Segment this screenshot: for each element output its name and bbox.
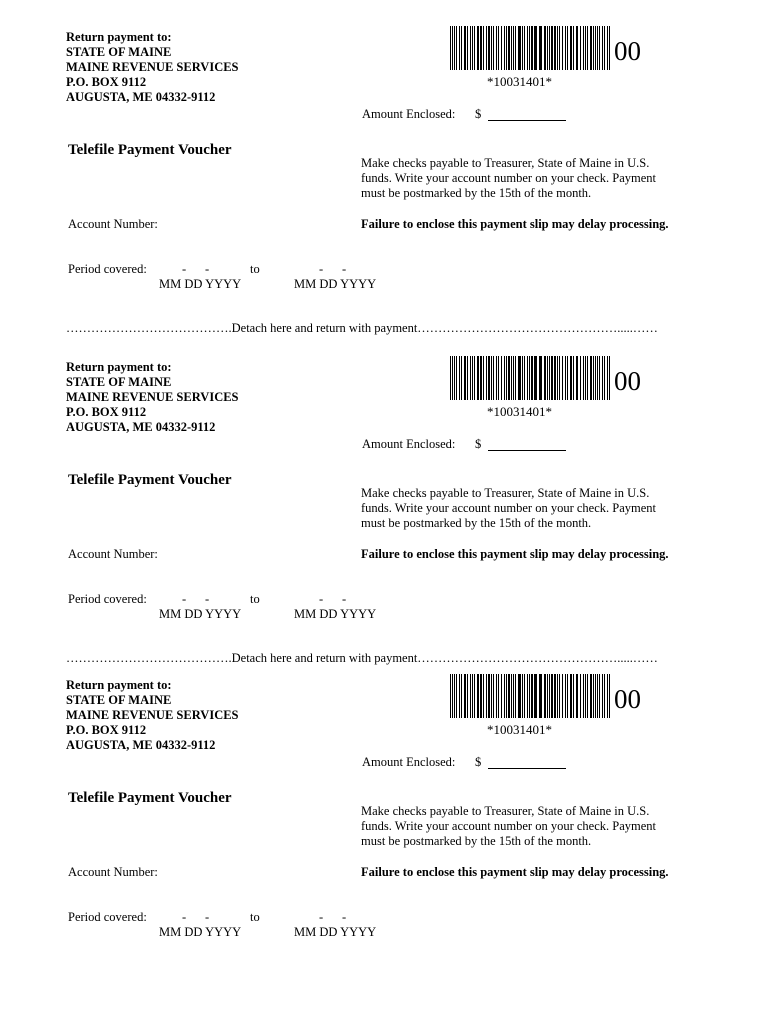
barcode-bar — [565, 356, 566, 400]
barcode-bar — [508, 26, 510, 70]
barcode-bar — [522, 674, 523, 718]
barcode-bar — [585, 674, 586, 718]
barcode-bar — [554, 674, 556, 718]
barcode-suffix: 00 — [614, 366, 641, 396]
barcode-bar — [602, 26, 603, 70]
address-line: STATE OF MAINE — [66, 375, 172, 389]
barcode-bar — [508, 674, 510, 718]
barcode-bar — [513, 26, 514, 70]
barcode-bar — [513, 356, 514, 400]
barcode-bar — [583, 674, 584, 718]
barcode-bar — [493, 26, 494, 70]
instruction-line: Make checks payable to Treasurer, State of Maine in U.S. — [361, 804, 650, 818]
barcode-bar — [477, 26, 479, 70]
currency-symbol: $ — [475, 437, 482, 451]
barcode-bar — [587, 356, 588, 400]
barcode-bar — [488, 26, 490, 70]
barcode-bar — [498, 26, 499, 70]
barcode-bar — [597, 356, 598, 400]
barcode-bar — [452, 674, 453, 718]
voucher-title: Telefile Payment Voucher — [68, 790, 232, 806]
address-line: MAINE REVENUE SERVICES — [66, 60, 239, 74]
barcode-bar — [524, 674, 525, 718]
barcode-bar — [580, 26, 581, 70]
barcode-bar — [454, 26, 455, 70]
barcode-bar — [534, 356, 537, 400]
barcode-bar — [464, 356, 466, 400]
currency-symbol: $ — [475, 755, 482, 769]
period-covered-label: Period covered: — [68, 592, 147, 606]
barcode-bar — [583, 26, 584, 70]
instruction-line: Make checks payable to Treasurer, State of Maine in U.S. — [361, 486, 650, 500]
barcode-bar — [565, 674, 566, 718]
barcode-bar — [524, 356, 525, 400]
barcode-bar — [599, 356, 600, 400]
barcode-bar — [450, 26, 451, 70]
barcode-bar — [501, 26, 502, 70]
barcode-bar — [599, 26, 600, 70]
barcode-bar — [609, 356, 610, 400]
barcode-bar — [576, 356, 578, 400]
barcode-bar — [562, 26, 563, 70]
barcode-bar — [515, 356, 516, 400]
barcode-bar — [559, 26, 560, 70]
barcode-bar — [559, 356, 560, 400]
barcode-bar — [480, 674, 482, 718]
amount-field[interactable] — [488, 440, 566, 451]
barcode-bar — [504, 356, 505, 400]
barcode-bar — [498, 356, 499, 400]
barcode-bar — [513, 674, 514, 718]
barcode-bar — [549, 356, 550, 400]
payment-instructions — [361, 804, 681, 849]
barcode-bar — [529, 356, 530, 400]
barcode-bar — [562, 356, 563, 400]
barcode-bar — [573, 26, 574, 70]
return-address — [66, 678, 239, 753]
detach-line: ………………………………….Detach here and return with payment………………………………………….....…… — [66, 651, 658, 665]
barcode-bar — [506, 26, 507, 70]
barcode-bar — [486, 26, 487, 70]
address-line: MAINE REVENUE SERVICES — [66, 390, 239, 404]
barcode-bar — [515, 26, 516, 70]
barcode-bar — [604, 356, 605, 400]
barcode-bar — [580, 674, 581, 718]
barcode-bar — [580, 356, 581, 400]
barcode-bar — [452, 356, 453, 400]
barcode-bar — [539, 356, 542, 400]
address-line: P.O. BOX 9112 — [66, 75, 147, 89]
instruction-line: funds. Write your account number on your check. Payment — [361, 819, 657, 833]
return-label: Return payment to: — [66, 360, 172, 374]
account-number-label: Account Number: — [68, 865, 158, 879]
barcode-bar — [570, 26, 572, 70]
barcode-bar — [493, 356, 494, 400]
barcode-bar — [544, 356, 546, 400]
barcode-bar — [607, 356, 608, 400]
barcode-bar — [486, 356, 487, 400]
voucher-title: Telefile Payment Voucher — [68, 142, 232, 158]
barcode-bar — [472, 356, 473, 400]
barcode-bar — [518, 356, 521, 400]
barcode-bar — [597, 674, 598, 718]
barcode-number: *10031401* — [487, 722, 552, 737]
barcode-bar — [470, 674, 471, 718]
barcode-bar — [461, 674, 462, 718]
barcode-bar — [456, 674, 457, 718]
barcode-bar — [544, 26, 546, 70]
barcode-bar — [456, 356, 457, 400]
barcode-bar — [539, 26, 542, 70]
return-address — [66, 360, 239, 435]
barcode-bar — [595, 356, 596, 400]
date-dash: - — [342, 262, 347, 276]
barcode-bar — [498, 674, 499, 718]
barcode-bar — [547, 356, 548, 400]
barcode-icon — [450, 674, 612, 718]
payment-voucher — [0, 360, 770, 660]
date-dash: - — [342, 592, 347, 606]
start-date-format: MM DD YYYY — [159, 607, 242, 621]
barcode-bar — [506, 674, 507, 718]
payment-voucher — [0, 678, 770, 978]
barcode-bar — [565, 26, 566, 70]
barcode-bar — [554, 356, 556, 400]
barcode-bar — [501, 674, 502, 718]
address-line: AUGUSTA, ME 04332-9112 — [66, 738, 216, 752]
barcode-bar — [585, 26, 586, 70]
barcode-bar — [557, 674, 558, 718]
barcode-number: *10031401* — [487, 404, 552, 419]
barcode-bar — [590, 674, 592, 718]
end-date-format: MM DD YYYY — [294, 277, 377, 291]
barcode-bar — [488, 356, 490, 400]
date-dash: - — [319, 262, 324, 276]
barcode-bar — [454, 674, 455, 718]
barcode-bar — [461, 356, 462, 400]
processing-warning: Failure to enclose this payment slip may delay processing. — [361, 217, 669, 231]
barcode-bar — [496, 674, 497, 718]
barcode-bar — [557, 26, 558, 70]
barcode-bar — [483, 26, 484, 70]
barcode-bar — [529, 674, 530, 718]
barcode-bar — [585, 356, 586, 400]
barcode-bar — [590, 356, 592, 400]
address-line: STATE OF MAINE — [66, 693, 172, 707]
barcode-bar — [567, 356, 568, 400]
barcode-bar — [549, 26, 550, 70]
barcode-bar — [607, 674, 608, 718]
barcode-bar — [491, 26, 492, 70]
barcode-bar — [477, 674, 479, 718]
barcode-bar — [454, 356, 455, 400]
barcode-bar — [597, 26, 598, 70]
barcode-bar — [604, 26, 605, 70]
payment-voucher — [0, 30, 770, 330]
address-line: MAINE REVENUE SERVICES — [66, 708, 239, 722]
barcode-bar — [583, 356, 584, 400]
detach-line: ………………………………….Detach here and return with payment………………………………………….....…… — [66, 321, 658, 335]
barcode-bar — [576, 26, 578, 70]
date-dash: - — [182, 910, 187, 924]
barcode-bar — [593, 356, 594, 400]
instruction-line: funds. Write your account number on your check. Payment — [361, 501, 657, 515]
to-label: to — [250, 592, 260, 606]
barcode-bar — [477, 356, 479, 400]
instruction-line: must be postmarked by the 15th of the month. — [361, 516, 592, 530]
barcode-icon — [450, 26, 612, 70]
barcode-bar — [547, 26, 548, 70]
barcode-bar — [557, 356, 558, 400]
barcode-bar — [576, 674, 578, 718]
barcode-bar — [511, 356, 512, 400]
barcode-bar — [506, 356, 507, 400]
barcode-bar — [483, 674, 484, 718]
barcode-bar — [609, 26, 610, 70]
barcode-bar — [570, 356, 572, 400]
barcode-bar — [529, 26, 530, 70]
end-date-format: MM DD YYYY — [294, 925, 377, 939]
return-address — [66, 30, 239, 105]
payment-instructions — [361, 486, 681, 531]
barcode-bar — [534, 674, 537, 718]
date-dash: - — [205, 910, 210, 924]
barcode-bar — [554, 26, 556, 70]
barcode-bar — [547, 674, 548, 718]
barcode-bar — [539, 674, 542, 718]
barcode-bar — [486, 674, 487, 718]
barcode-bar — [604, 674, 605, 718]
barcode-bar — [464, 26, 466, 70]
barcode-bar — [559, 674, 560, 718]
barcode-bar — [474, 26, 475, 70]
date-dash: - — [319, 592, 324, 606]
barcode-bar — [480, 356, 482, 400]
period-covered-label: Period covered: — [68, 262, 147, 276]
barcode-bar — [593, 674, 594, 718]
account-number-label: Account Number: — [68, 217, 158, 231]
barcode-bar — [595, 674, 596, 718]
address-line: P.O. BOX 9112 — [66, 723, 147, 737]
barcode-bar — [602, 674, 603, 718]
amount-enclosed-label: Amount Enclosed: — [362, 107, 456, 121]
barcode-bar — [496, 356, 497, 400]
barcode-bar — [511, 674, 512, 718]
amount-field[interactable] — [488, 110, 566, 121]
date-dash: - — [205, 262, 210, 276]
barcode-bar — [467, 26, 468, 70]
barcode-bar — [567, 674, 568, 718]
period-covered-label: Period covered: — [68, 910, 147, 924]
barcode-bar — [551, 674, 553, 718]
barcode-bar — [491, 356, 492, 400]
barcode-bar — [467, 356, 468, 400]
barcode-bar — [524, 26, 525, 70]
barcode-bar — [527, 356, 528, 400]
barcode-bar — [609, 674, 610, 718]
address-line: AUGUSTA, ME 04332-9112 — [66, 90, 216, 104]
barcode-bar — [515, 674, 516, 718]
barcode-bar — [508, 356, 510, 400]
date-dash: - — [342, 910, 347, 924]
barcode-bar — [493, 674, 494, 718]
barcode-bar — [595, 26, 596, 70]
barcode-bar — [531, 674, 533, 718]
barcode-bar — [474, 674, 475, 718]
amount-enclosed-label: Amount Enclosed: — [362, 755, 456, 769]
barcode-bar — [587, 674, 588, 718]
instruction-line: must be postmarked by the 15th of the month. — [361, 186, 592, 200]
barcode-bar — [573, 674, 574, 718]
address-line: AUGUSTA, ME 04332-9112 — [66, 420, 216, 434]
barcode-bar — [567, 26, 568, 70]
barcode-bar — [474, 356, 475, 400]
barcode-bar — [501, 356, 502, 400]
barcode-bar — [522, 26, 523, 70]
processing-warning: Failure to enclose this payment slip may delay processing. — [361, 547, 669, 561]
amount-enclosed-label: Amount Enclosed: — [362, 437, 456, 451]
barcode-bar — [504, 674, 505, 718]
address-line: P.O. BOX 9112 — [66, 405, 147, 419]
barcode-bar — [593, 26, 594, 70]
barcode-bar — [456, 26, 457, 70]
date-dash: - — [205, 592, 210, 606]
barcode-bar — [450, 674, 451, 718]
to-label: to — [250, 262, 260, 276]
barcode-bar — [450, 356, 451, 400]
barcode-bar — [491, 674, 492, 718]
barcode-bar — [480, 26, 482, 70]
return-label: Return payment to: — [66, 30, 172, 44]
return-label: Return payment to: — [66, 678, 172, 692]
barcode-bar — [602, 356, 603, 400]
barcode-bar — [518, 26, 521, 70]
barcode-bar — [562, 674, 563, 718]
barcode-bar — [504, 26, 505, 70]
barcode-bar — [511, 26, 512, 70]
barcode-bar — [496, 26, 497, 70]
barcode-bar — [607, 26, 608, 70]
barcode-bar — [551, 356, 553, 400]
barcode-bar — [464, 674, 466, 718]
date-dash: - — [319, 910, 324, 924]
currency-symbol: $ — [475, 107, 482, 121]
barcode-number: *10031401* — [487, 74, 552, 89]
barcode-bar — [467, 674, 468, 718]
barcode-bar — [527, 26, 528, 70]
start-date-format: MM DD YYYY — [159, 277, 242, 291]
barcode-bar — [488, 674, 490, 718]
barcode-suffix: 00 — [614, 684, 641, 714]
barcode-bar — [452, 26, 453, 70]
barcode-bar — [599, 674, 600, 718]
amount-field[interactable] — [488, 758, 566, 769]
barcode-bar — [573, 356, 574, 400]
instruction-line: Make checks payable to Treasurer, State of Maine in U.S. — [361, 156, 650, 170]
barcode-bar — [549, 674, 550, 718]
date-dash: - — [182, 592, 187, 606]
barcode-bar — [461, 26, 462, 70]
barcode-bar — [483, 356, 484, 400]
barcode-bar — [459, 26, 460, 70]
processing-warning: Failure to enclose this payment slip may delay processing. — [361, 865, 669, 879]
barcode-bar — [472, 674, 473, 718]
barcode-bar — [544, 674, 546, 718]
instruction-line: must be postmarked by the 15th of the month. — [361, 834, 592, 848]
barcode-bar — [459, 674, 460, 718]
barcode-bar — [470, 26, 471, 70]
barcode-bar — [534, 26, 537, 70]
barcode-bar — [527, 674, 528, 718]
barcode-bar — [472, 26, 473, 70]
to-label: to — [250, 910, 260, 924]
barcode-bar — [531, 26, 533, 70]
barcode-bar — [518, 674, 521, 718]
barcode-bar — [587, 26, 588, 70]
account-number-label: Account Number: — [68, 547, 158, 561]
barcode-bar — [531, 356, 533, 400]
instruction-line: funds. Write your account number on your check. Payment — [361, 171, 657, 185]
start-date-format: MM DD YYYY — [159, 925, 242, 939]
barcode-bar — [570, 674, 572, 718]
address-line: STATE OF MAINE — [66, 45, 172, 59]
barcode-bar — [590, 26, 592, 70]
barcode-bar — [459, 356, 460, 400]
barcode-bar — [470, 356, 471, 400]
barcode-bar — [522, 356, 523, 400]
barcode-suffix: 00 — [614, 36, 641, 66]
barcode-bar — [551, 26, 553, 70]
barcode-icon — [450, 356, 612, 400]
end-date-format: MM DD YYYY — [294, 607, 377, 621]
payment-instructions — [361, 156, 681, 201]
date-dash: - — [182, 262, 187, 276]
voucher-title: Telefile Payment Voucher — [68, 472, 232, 488]
